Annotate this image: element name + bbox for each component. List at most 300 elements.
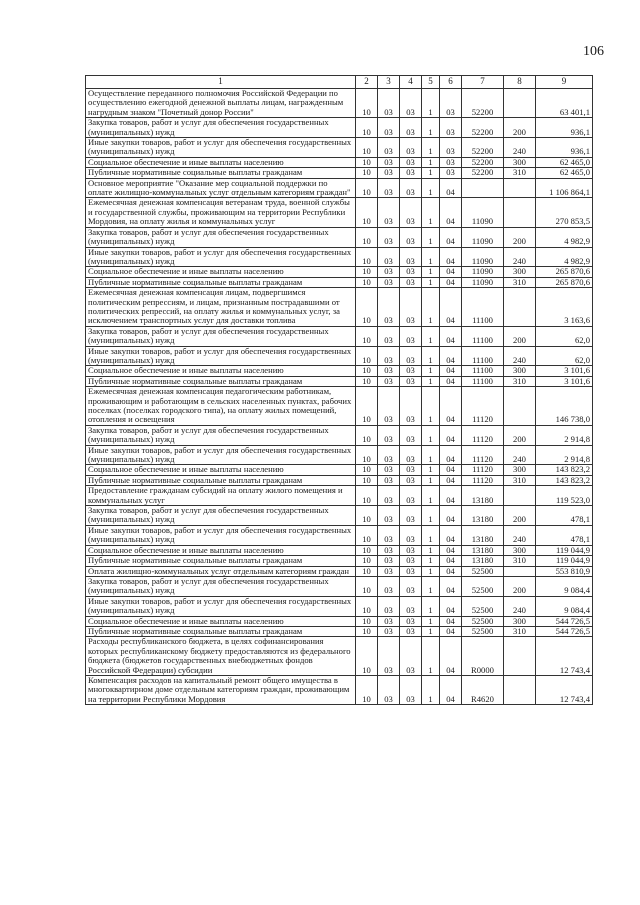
code-cell: 1	[422, 346, 440, 366]
code-cell: 03	[378, 326, 400, 346]
table-row	[86, 178, 593, 198]
code-cell: 03	[378, 566, 400, 576]
table-row	[86, 267, 593, 277]
amount-cell: 12 743,4	[536, 637, 593, 676]
code-cell: 240	[504, 138, 536, 158]
code-cell: 04	[440, 445, 462, 465]
code-cell: 03	[400, 157, 422, 167]
table-row	[86, 637, 593, 676]
table-row	[86, 138, 593, 158]
code-cell: 03	[400, 566, 422, 576]
table-row	[86, 118, 593, 138]
code-cell: 11100	[462, 288, 504, 327]
code-cell: 1	[422, 506, 440, 526]
header-row	[86, 76, 593, 89]
code-cell: 03	[378, 376, 400, 386]
code-cell: 03	[400, 227, 422, 247]
code-cell: 03	[400, 525, 422, 545]
amount-cell: 265 870,6	[536, 267, 593, 277]
code-cell: 03	[400, 288, 422, 327]
code-cell: 04	[440, 675, 462, 704]
amount-cell: 544 726,5	[536, 626, 593, 636]
amount-cell: 9 084,4	[536, 576, 593, 596]
row-name-cell: Публичные нормативные социальные выплаты гражданам	[86, 556, 356, 566]
code-cell: 03	[400, 247, 422, 267]
code-cell: 1	[422, 486, 440, 506]
code-cell: 03	[378, 596, 400, 616]
code-cell: 03	[400, 425, 422, 445]
row-name-cell: Иные закупки товаров, работ и услуг для обеспечения государственных (муниципальных) нужд	[86, 346, 356, 366]
code-cell: 10	[356, 445, 378, 465]
code-cell: 04	[440, 288, 462, 327]
code-cell: 03	[440, 118, 462, 138]
code-cell: 1	[422, 178, 440, 198]
code-cell: 310	[504, 376, 536, 386]
code-cell: 200	[504, 326, 536, 346]
code-cell: 03	[400, 486, 422, 506]
code-cell: 04	[440, 425, 462, 445]
row-name-cell: Основное мероприятие "Оказание мер социальной поддержки по оплате жилищно-коммунальных услуг отдельным категориям граждан"	[86, 178, 356, 198]
code-cell: 03	[400, 675, 422, 704]
table-row	[86, 366, 593, 376]
code-cell: 04	[440, 525, 462, 545]
code-cell: 03	[400, 267, 422, 277]
code-cell: 1	[422, 545, 440, 555]
code-cell: 03	[378, 675, 400, 704]
amount-cell: 2 914,8	[536, 445, 593, 465]
table-row	[86, 616, 593, 626]
code-cell: 03	[378, 138, 400, 158]
row-name-cell: Иные закупки товаров, работ и услуг для обеспечения государственных (муниципальных) нужд	[86, 138, 356, 158]
code-cell: 03	[400, 626, 422, 636]
code-cell: 11090	[462, 227, 504, 247]
code-cell: 03	[378, 486, 400, 506]
code-cell: 240	[504, 525, 536, 545]
row-name-cell: Социальное обеспечение и иные выплаты населению	[86, 366, 356, 376]
code-cell: 10	[356, 267, 378, 277]
code-cell: 03	[400, 545, 422, 555]
amount-cell: 143 823,2	[536, 475, 593, 485]
code-cell	[504, 288, 536, 327]
code-cell: 03	[378, 626, 400, 636]
table-header	[86, 76, 593, 89]
code-cell: 10	[356, 506, 378, 526]
code-cell: 1	[422, 637, 440, 676]
header-cell: 4	[400, 76, 422, 89]
table-row	[86, 376, 593, 386]
code-cell: 310	[504, 626, 536, 636]
code-cell: 1	[422, 89, 440, 118]
code-cell: 03	[400, 576, 422, 596]
code-cell: 1	[422, 616, 440, 626]
amount-cell: 478,1	[536, 525, 593, 545]
code-cell: 1	[422, 626, 440, 636]
code-cell	[504, 637, 536, 676]
code-cell: 52500	[462, 566, 504, 576]
header-cell: 8	[504, 76, 536, 89]
code-cell: 1	[422, 157, 440, 167]
row-name-cell: Закупка товаров, работ и услуг для обеспечения государственных (муниципальных) нужд	[86, 118, 356, 138]
code-cell: 04	[440, 626, 462, 636]
code-cell: 04	[440, 326, 462, 346]
table-row	[86, 168, 593, 178]
code-cell: 03	[400, 387, 422, 426]
code-cell: 11090	[462, 198, 504, 227]
code-cell: 03	[440, 138, 462, 158]
header-cell: 1	[86, 76, 356, 89]
code-cell: 03	[400, 89, 422, 118]
header-cell: 6	[440, 76, 462, 89]
code-cell: 10	[356, 157, 378, 167]
code-cell: 04	[440, 596, 462, 616]
table-row	[86, 566, 593, 576]
code-cell: 03	[400, 616, 422, 626]
row-name-cell: Ежемесячная денежная компенсация педагогическим работникам, проживающим и работающим в сельских населенных пунктах, рабочих поселках (поселках городского типа), на оплату жилых помещений, отопления и освещения	[86, 387, 356, 426]
header-cell: 5	[422, 76, 440, 89]
code-cell: 03	[400, 506, 422, 526]
header-cell: 7	[462, 76, 504, 89]
amount-cell: 4 982,9	[536, 247, 593, 267]
code-cell: 03	[400, 178, 422, 198]
budget-table	[85, 75, 593, 705]
code-cell: 03	[440, 157, 462, 167]
code-cell: 1	[422, 138, 440, 158]
amount-cell: 63 401,1	[536, 89, 593, 118]
code-cell	[462, 178, 504, 198]
code-cell: 240	[504, 247, 536, 267]
code-cell: 04	[440, 227, 462, 247]
amount-cell: 553 810,9	[536, 566, 593, 576]
code-cell: 03	[440, 89, 462, 118]
amount-cell: 62,0	[536, 326, 593, 346]
code-cell: 04	[440, 616, 462, 626]
code-cell: 04	[440, 376, 462, 386]
code-cell: 200	[504, 576, 536, 596]
code-cell: 03	[400, 118, 422, 138]
code-cell: 240	[504, 346, 536, 366]
code-cell: 1	[422, 277, 440, 287]
table-row	[86, 346, 593, 366]
code-cell: 10	[356, 178, 378, 198]
code-cell: 03	[400, 376, 422, 386]
code-cell: 52500	[462, 616, 504, 626]
code-cell: 1	[422, 556, 440, 566]
table-row	[86, 247, 593, 267]
table-row	[86, 506, 593, 526]
code-cell: 1	[422, 475, 440, 485]
code-cell: 1	[422, 387, 440, 426]
amount-cell: 3 163,6	[536, 288, 593, 327]
row-name-cell: Публичные нормативные социальные выплаты гражданам	[86, 168, 356, 178]
code-cell: 03	[378, 425, 400, 445]
code-cell: 11120	[462, 425, 504, 445]
code-cell: 03	[378, 288, 400, 327]
row-name-cell: Закупка товаров, работ и услуг для обеспечения государственных (муниципальных) нужд	[86, 326, 356, 346]
code-cell: 10	[356, 118, 378, 138]
code-cell: 300	[504, 545, 536, 555]
amount-cell: 146 738,0	[536, 387, 593, 426]
code-cell: 04	[440, 637, 462, 676]
table-row	[86, 626, 593, 636]
code-cell: 310	[504, 556, 536, 566]
code-cell: 04	[440, 247, 462, 267]
code-cell: 04	[440, 465, 462, 475]
code-cell: 03	[378, 247, 400, 267]
row-name-cell: Ежемесячная денежная компенсация лицам, подвергшимся политическим репрессиям, и лицам, признанным пострадавшими от политических репрессий, на оплату жилья и коммунальных услуг, за исключением транспортных услуг для доставки топлива	[86, 288, 356, 327]
code-cell: 04	[440, 178, 462, 198]
code-cell: 11120	[462, 475, 504, 485]
code-cell: 10	[356, 387, 378, 426]
code-cell: 03	[378, 366, 400, 376]
table-row	[86, 288, 593, 327]
code-cell: 03	[400, 138, 422, 158]
amount-cell: 1 106 864,1	[536, 178, 593, 198]
table-row	[86, 525, 593, 545]
amount-cell: 4 982,9	[536, 227, 593, 247]
code-cell: 11100	[462, 346, 504, 366]
code-cell: R4620	[462, 675, 504, 704]
code-cell: 52200	[462, 157, 504, 167]
code-cell: 04	[440, 545, 462, 555]
code-cell: 03	[400, 465, 422, 475]
code-cell: 200	[504, 506, 536, 526]
code-cell: 10	[356, 675, 378, 704]
code-cell: 03	[400, 556, 422, 566]
code-cell: 1	[422, 566, 440, 576]
table-row	[86, 475, 593, 485]
row-name-cell: Закупка товаров, работ и услуг для обеспечения государственных (муниципальных) нужд	[86, 506, 356, 526]
code-cell	[504, 387, 536, 426]
code-cell: 310	[504, 277, 536, 287]
code-cell: 310	[504, 475, 536, 485]
table-row	[86, 675, 593, 704]
code-cell: 11100	[462, 366, 504, 376]
code-cell	[504, 675, 536, 704]
code-cell: 11120	[462, 465, 504, 475]
row-name-cell: Публичные нормативные социальные выплаты гражданам	[86, 475, 356, 485]
row-name-cell: Социальное обеспечение и иные выплаты населению	[86, 267, 356, 277]
code-cell: 1	[422, 118, 440, 138]
code-cell: 11100	[462, 326, 504, 346]
code-cell: 03	[378, 556, 400, 566]
amount-cell: 2 914,8	[536, 425, 593, 445]
code-cell: R0000	[462, 637, 504, 676]
code-cell: 300	[504, 366, 536, 376]
code-cell: 03	[378, 387, 400, 426]
code-cell: 03	[378, 168, 400, 178]
code-cell: 10	[356, 545, 378, 555]
table-row	[86, 445, 593, 465]
code-cell: 11090	[462, 247, 504, 267]
code-cell: 10	[356, 247, 378, 267]
table-body	[86, 89, 593, 705]
amount-cell: 265 870,6	[536, 277, 593, 287]
code-cell: 200	[504, 118, 536, 138]
code-cell: 13180	[462, 506, 504, 526]
code-cell: 03	[378, 198, 400, 227]
code-cell: 200	[504, 227, 536, 247]
code-cell: 300	[504, 616, 536, 626]
code-cell: 1	[422, 525, 440, 545]
code-cell: 1	[422, 675, 440, 704]
code-cell: 03	[400, 366, 422, 376]
code-cell: 10	[356, 168, 378, 178]
code-cell: 300	[504, 465, 536, 475]
amount-cell: 119 044,9	[536, 556, 593, 566]
code-cell: 52200	[462, 89, 504, 118]
amount-cell: 3 101,6	[536, 366, 593, 376]
table-row	[86, 157, 593, 167]
code-cell: 03	[378, 118, 400, 138]
code-cell: 10	[356, 288, 378, 327]
row-name-cell: Предоставление гражданам субсидий на оплату жилого помещения и коммунальных услуг	[86, 486, 356, 506]
code-cell: 1	[422, 576, 440, 596]
code-cell: 03	[378, 157, 400, 167]
code-cell: 03	[378, 346, 400, 366]
code-cell: 10	[356, 326, 378, 346]
code-cell: 03	[440, 168, 462, 178]
table-row	[86, 465, 593, 475]
code-cell: 1	[422, 376, 440, 386]
code-cell: 03	[400, 475, 422, 485]
code-cell: 240	[504, 445, 536, 465]
amount-cell: 119 523,0	[536, 486, 593, 506]
code-cell: 03	[400, 198, 422, 227]
code-cell: 03	[378, 576, 400, 596]
code-cell: 1	[422, 267, 440, 277]
table-row	[86, 277, 593, 287]
row-name-cell: Закупка товаров, работ и услуг для обеспечения государственных (муниципальных) нужд	[86, 425, 356, 445]
code-cell: 03	[378, 637, 400, 676]
code-cell	[504, 89, 536, 118]
code-cell: 03	[378, 89, 400, 118]
amount-cell: 12 743,4	[536, 675, 593, 704]
row-name-cell: Компенсация расходов на капитальный ремонт общего имущества в многоквартирном доме отдельным категориям граждан, проживающим на территории Республики Мордовия	[86, 675, 356, 704]
code-cell: 1	[422, 288, 440, 327]
row-name-cell: Социальное обеспечение и иные выплаты населению	[86, 616, 356, 626]
code-cell: 03	[378, 267, 400, 277]
row-name-cell: Социальное обеспечение и иные выплаты населению	[86, 157, 356, 167]
row-name-cell: Иные закупки товаров, работ и услуг для обеспечения государственных (муниципальных) нужд	[86, 525, 356, 545]
row-name-cell: Публичные нормативные социальные выплаты гражданам	[86, 277, 356, 287]
code-cell: 1	[422, 198, 440, 227]
code-cell: 1	[422, 247, 440, 267]
code-cell: 04	[440, 346, 462, 366]
row-name-cell: Публичные нормативные социальные выплаты гражданам	[86, 626, 356, 636]
header-cell: 3	[378, 76, 400, 89]
code-cell: 10	[356, 556, 378, 566]
table-row	[86, 387, 593, 426]
code-cell: 300	[504, 267, 536, 277]
code-cell: 04	[440, 366, 462, 376]
code-cell: 04	[440, 556, 462, 566]
code-cell: 10	[356, 475, 378, 485]
code-cell: 10	[356, 465, 378, 475]
code-cell: 03	[378, 277, 400, 287]
code-cell: 03	[400, 637, 422, 676]
code-cell: 03	[378, 465, 400, 475]
table-row	[86, 326, 593, 346]
amount-cell: 936,1	[536, 118, 593, 138]
code-cell: 04	[440, 267, 462, 277]
code-cell: 03	[378, 178, 400, 198]
code-cell	[504, 198, 536, 227]
code-cell: 03	[400, 168, 422, 178]
code-cell: 1	[422, 168, 440, 178]
table-row	[86, 198, 593, 227]
row-name-cell: Оплата жилищно-коммунальных услуг отдельным категориям граждан	[86, 566, 356, 576]
amount-cell: 270 853,5	[536, 198, 593, 227]
code-cell: 1	[422, 425, 440, 445]
code-cell: 03	[378, 445, 400, 465]
code-cell: 03	[400, 277, 422, 287]
table-row	[86, 556, 593, 566]
code-cell: 10	[356, 525, 378, 545]
code-cell: 1	[422, 596, 440, 616]
code-cell: 03	[378, 525, 400, 545]
amount-cell: 9 084,4	[536, 596, 593, 616]
table-row	[86, 227, 593, 247]
code-cell: 04	[440, 506, 462, 526]
code-cell: 03	[378, 545, 400, 555]
code-cell: 10	[356, 277, 378, 287]
code-cell: 04	[440, 566, 462, 576]
code-cell: 10	[356, 486, 378, 506]
amount-cell: 3 101,6	[536, 376, 593, 386]
header-cell: 9	[536, 76, 593, 89]
amount-cell: 62 465,0	[536, 157, 593, 167]
code-cell: 10	[356, 637, 378, 676]
code-cell: 04	[440, 277, 462, 287]
code-cell: 10	[356, 576, 378, 596]
amount-cell: 478,1	[536, 506, 593, 526]
code-cell: 13180	[462, 545, 504, 555]
code-cell: 310	[504, 168, 536, 178]
code-cell	[504, 566, 536, 576]
code-cell: 200	[504, 425, 536, 445]
row-name-cell: Иные закупки товаров, работ и услуг для обеспечения государственных (муниципальных) нужд	[86, 596, 356, 616]
amount-cell: 143 823,2	[536, 465, 593, 475]
code-cell: 52500	[462, 576, 504, 596]
table-row	[86, 596, 593, 616]
amount-cell: 544 726,5	[536, 616, 593, 626]
row-name-cell: Социальное обеспечение и иные выплаты населению	[86, 465, 356, 475]
header-cell: 2	[356, 76, 378, 89]
code-cell	[504, 486, 536, 506]
table-row	[86, 89, 593, 118]
code-cell: 300	[504, 157, 536, 167]
code-cell: 04	[440, 576, 462, 596]
code-cell: 10	[356, 89, 378, 118]
row-name-cell: Расходы республиканского бюджета, в целях софинансирования которых республиканскому бюджету предоставляются из федерального бюджета (бюджетов государственных внебюджетных фондов Российской Федерации) субсидии	[86, 637, 356, 676]
code-cell: 03	[400, 596, 422, 616]
amount-cell: 62,0	[536, 346, 593, 366]
code-cell: 10	[356, 198, 378, 227]
code-cell: 13180	[462, 556, 504, 566]
code-cell: 13180	[462, 525, 504, 545]
table-row	[86, 545, 593, 555]
table-row	[86, 486, 593, 506]
code-cell: 1	[422, 366, 440, 376]
code-cell: 10	[356, 138, 378, 158]
row-name-cell: Социальное обеспечение и иные выплаты населению	[86, 545, 356, 555]
amount-cell: 119 044,9	[536, 545, 593, 555]
code-cell: 04	[440, 387, 462, 426]
code-cell: 03	[400, 346, 422, 366]
code-cell: 03	[400, 326, 422, 346]
code-cell: 11120	[462, 445, 504, 465]
code-cell: 52500	[462, 626, 504, 636]
